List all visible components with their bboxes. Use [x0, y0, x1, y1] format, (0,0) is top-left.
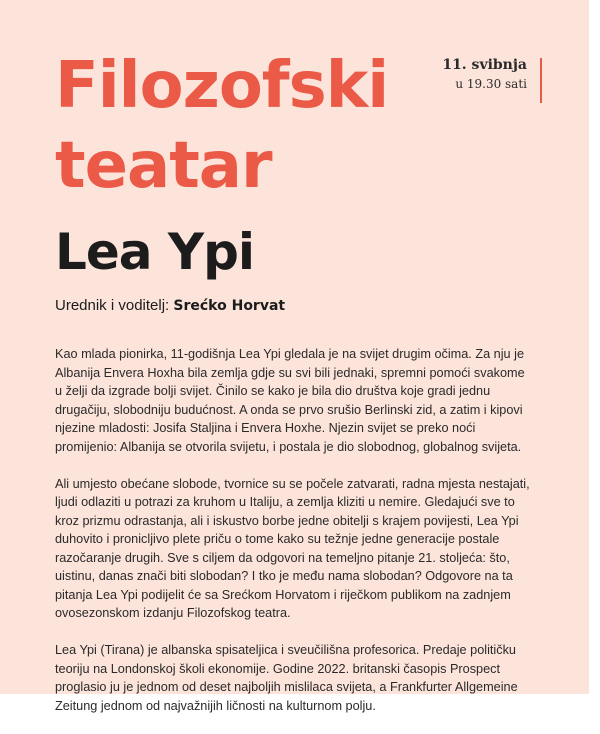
- editor-line: [55, 295, 285, 317]
- event-time: u 19.30 sati: [455, 77, 527, 91]
- event-title: [55, 46, 455, 206]
- description-paragraph-2: Ali umjesto obećane slobode, tvornice su se počele zatvarati, radna mjesta nestajati, ljudi odlaziti u potrazi za kruhom u Italiju, a zemlja kliziti u nemire. Gledajući sve to kroz prizmu odrastanja, ali i iskustvo borbe jedne obitelji s krajem povijesti, Lea Ypi duhovito i pronicljivo plete priču o tome kako su težnje jedne generacije postale razočaranje drugih. Sve s ciljem da odgovori na temeljno pitanje 21. stoljeća: što, uistinu, danas znači biti slobodan? I tko je među nama slobodan? Odgovore na ta pitanja Lea Ypi podijelit će sa Srećkom Horvatom i riječkom publikom na zadnjem ovosezonskom izdanju Filozofskog teatra.: [55, 476, 530, 620]
- event-date-block: [442, 56, 527, 94]
- description-paragraph-1: Kao mlada pionirka, 11-godišnja Lea Ypi gledala je na svijet drugim očima. Za nju je Albanija Envera Hoxha bila zemlja gdje su svi bili jednaki, spremni pomoći svakome u želji da izgrade bolji svijet. Činilo se kako je bila dio društva koje gradi jednu drugačiju, slobodniju budućnost. A onda se prvo srušio Berlinski zid, a zatim i kipovi njezine mladosti: Josifa Staljina i Envera Hoxhe. Njezin svijet se preko noći promijenio: Albanija se otvorila svijetu, i postala je dio slobodnog, globalnog svijeta.: [55, 347, 525, 454]
- editor-label: Urednik i voditelj:: [55, 297, 170, 314]
- title-line-2: teatar: [55, 129, 272, 203]
- speaker-name: Lea Ypi: [55, 223, 255, 281]
- event-description: [55, 345, 533, 734]
- date-divider: [540, 58, 542, 103]
- title-line-1: Filozofski: [55, 49, 389, 123]
- editor-name: Srećko Horvat: [173, 298, 286, 314]
- description-paragraph-3: Lea Ypi (Tirana) je albanska spisateljica i sveučilišna profesorica. Predaje političku teoriju na Londonskoj školi ekonomije. Godine 2022. britanski časopis Prospect proglasio ju je jednom od deset najboljih mislilaca svijeta, a Frankfurter Allgemeine Zeitung jednom od najvažnijih ličnosti na kulturnom polju.: [55, 643, 518, 713]
- event-date: 11. svibnja: [442, 57, 527, 73]
